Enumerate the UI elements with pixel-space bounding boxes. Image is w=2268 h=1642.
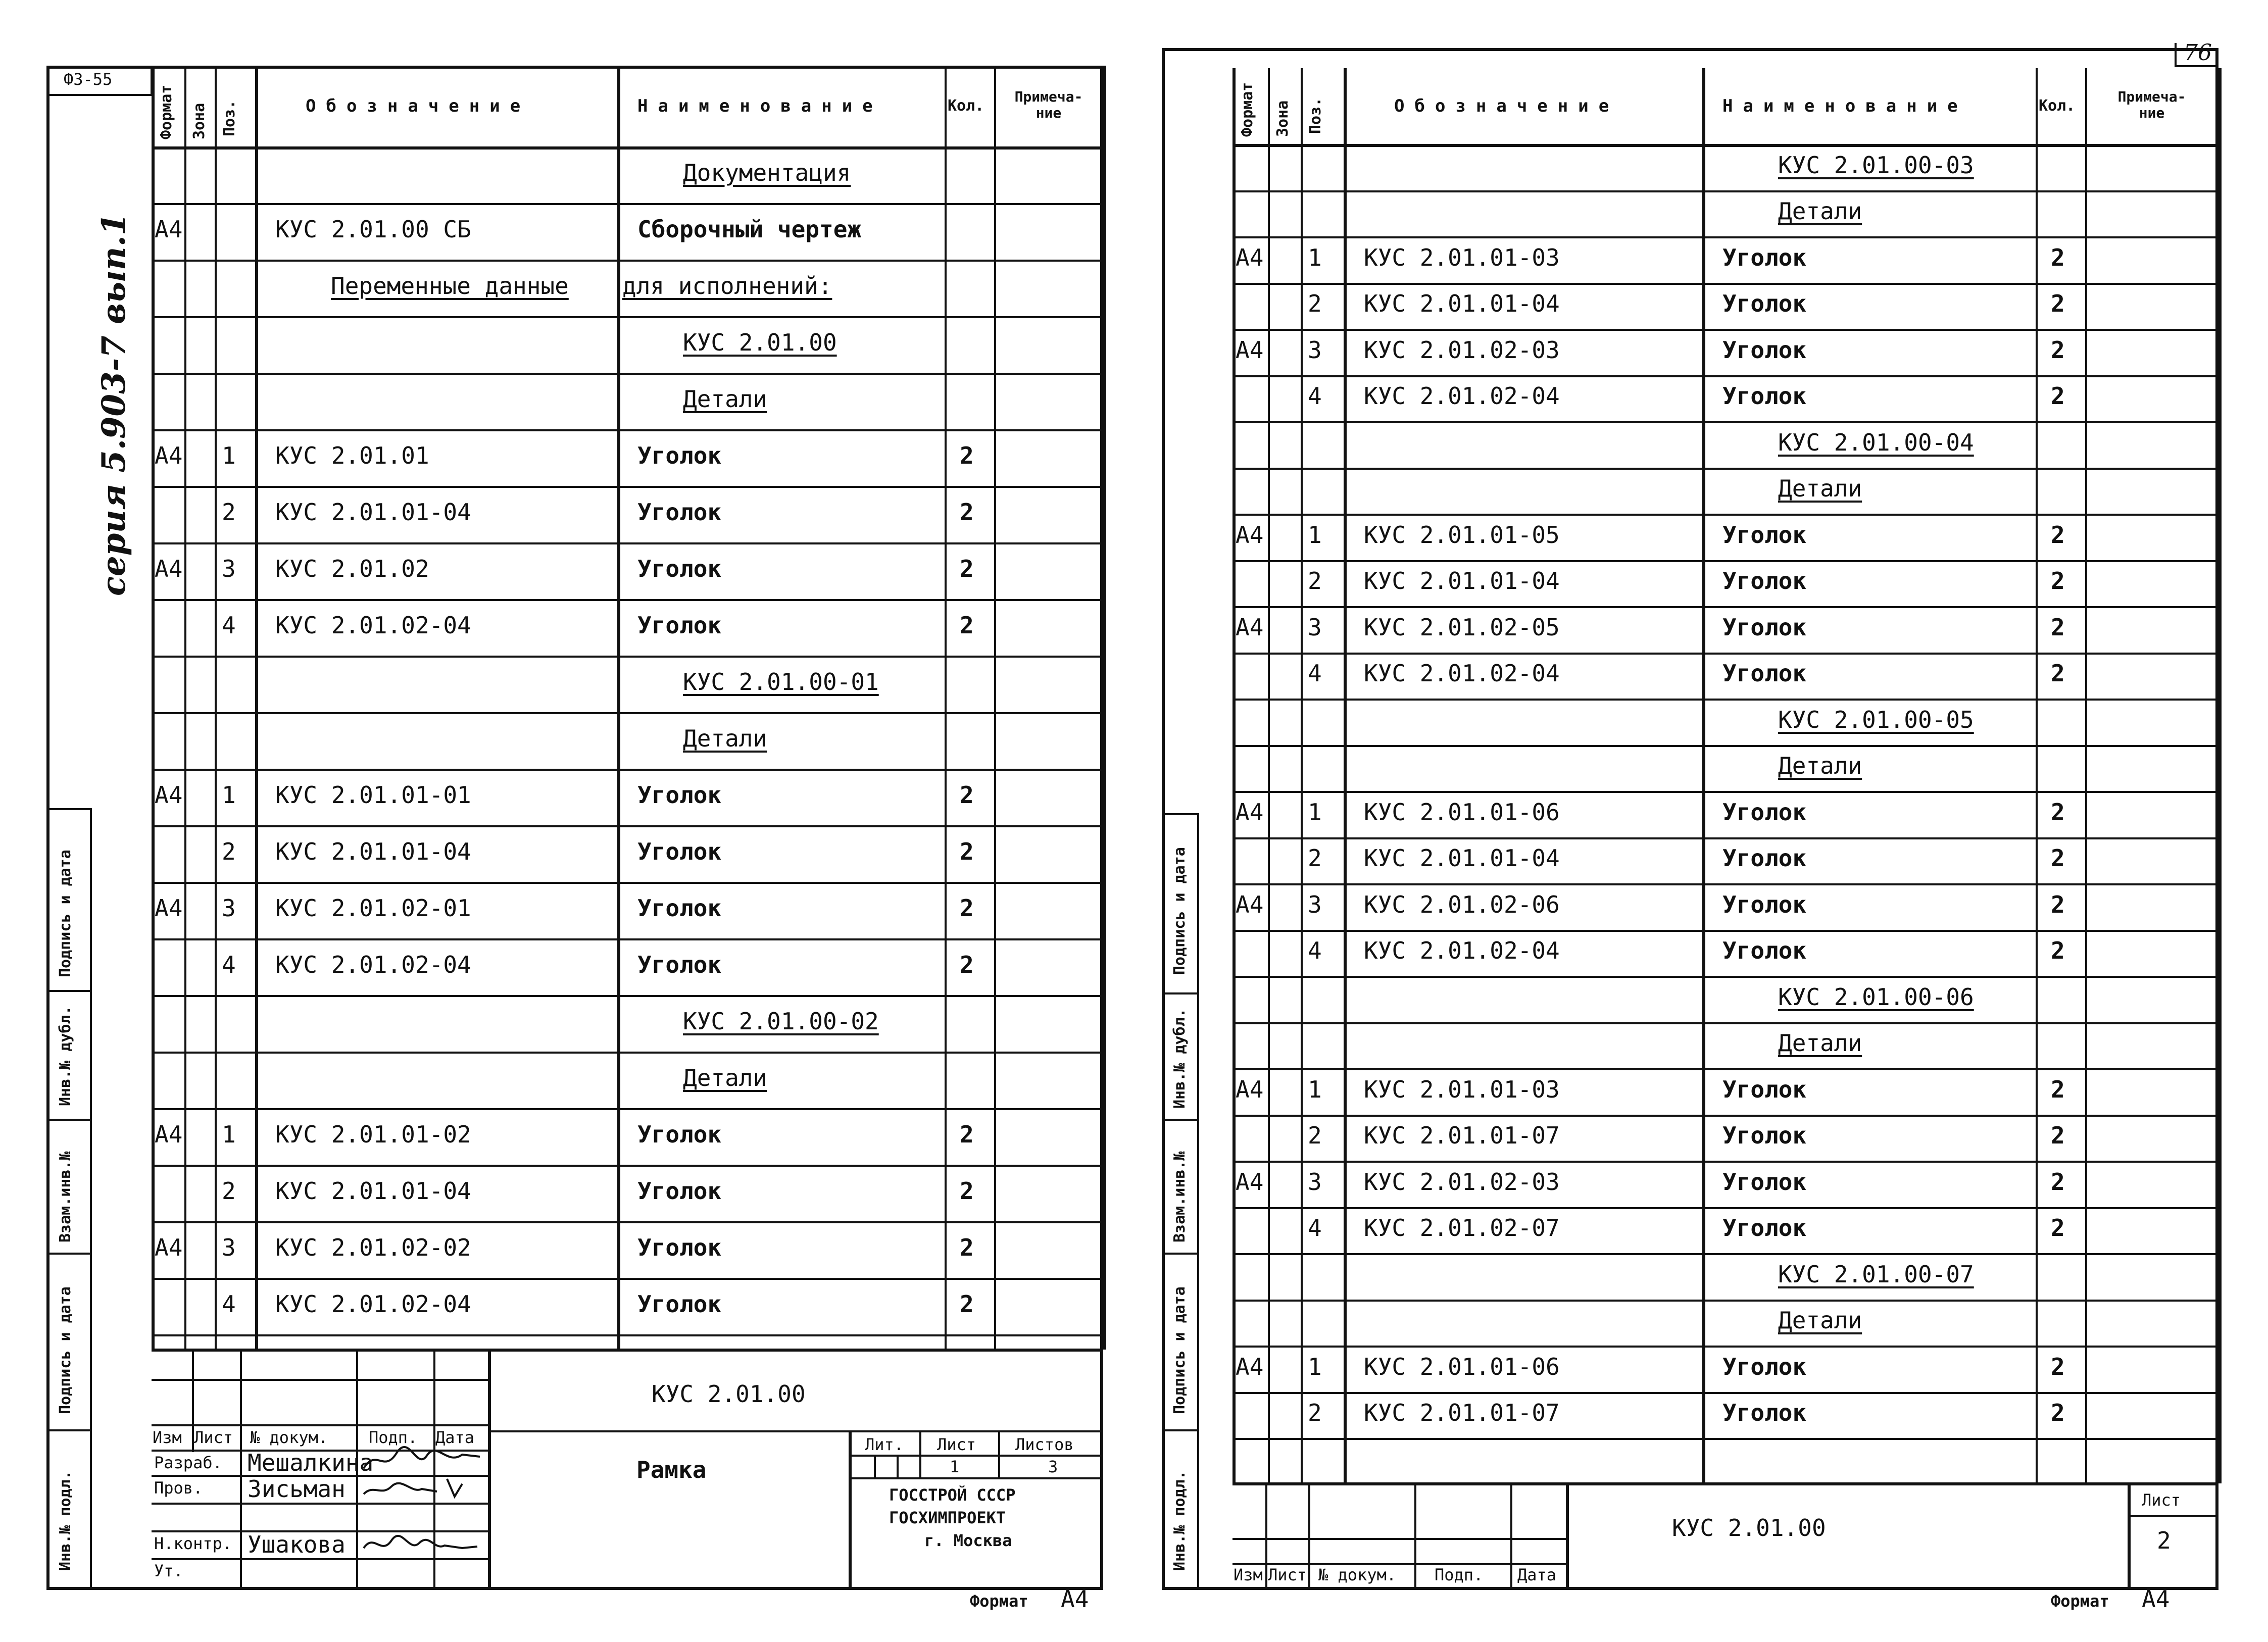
cell-pos: 2 (222, 1177, 236, 1205)
section-heading: Детали (1778, 197, 1862, 225)
page-number: 76 (2184, 40, 2212, 66)
cell-designation: КУС 2.01.02-04 (1364, 382, 1560, 410)
stamp-inv-dubl-r: Инв.№ дубл. (1171, 1008, 1189, 1109)
cell-name: Уголок (1722, 521, 1807, 549)
cell-name: Уголок (1722, 890, 1807, 918)
cell-name: Уголок (637, 555, 722, 582)
cell-name: Уголок (1722, 1168, 1807, 1196)
grid-line (2036, 68, 2038, 1483)
section-heading: КУС 2.01.00-05 (1778, 706, 1974, 733)
cell-name: Уголок (637, 894, 722, 922)
form-code: Ф3-55 (64, 70, 113, 89)
section-heading: КУС 2.01.00-07 (1778, 1260, 1974, 1288)
cell-qty: 2 (2051, 243, 2065, 271)
cell-format: А4 (1236, 1075, 1264, 1103)
doc-code: КУС 2.01.00 (652, 1380, 806, 1408)
grid-line (152, 146, 1103, 150)
cell-qty: 2 (960, 1290, 974, 1318)
grid-line (1232, 745, 2218, 747)
cell-qty: 2 (2051, 613, 2065, 641)
stamp-podpis-data: Подпись и дата (57, 850, 74, 977)
grid-line (152, 542, 1103, 544)
cell-name: Уголок (1722, 567, 1807, 595)
cell-format: А4 (155, 781, 183, 809)
r-hdr-note-line1: Примеча- (2117, 88, 2186, 105)
cell-designation: КУС 2.01.02-04 (275, 951, 471, 978)
cell-qty: 2 (960, 1234, 974, 1261)
cell-pos: 4 (222, 1290, 236, 1318)
cell-pos: 2 (1308, 290, 1322, 318)
section-heading: Детали (1778, 1029, 1862, 1057)
cell-pos: 2 (222, 838, 236, 865)
stamp-inv-podl-r: Инв.№ подл. (1171, 1470, 1189, 1571)
grid-line (1232, 1392, 2218, 1394)
grid-line (152, 1165, 1103, 1167)
grid-line (215, 66, 217, 1350)
r-hdr-note (2085, 89, 2218, 121)
cell-designation: КУС 2.01.01 (275, 442, 429, 469)
section-heading: Детали (683, 1064, 767, 1091)
grid-line (152, 825, 1103, 827)
cell-format: А4 (155, 1234, 183, 1261)
r-hdr-designation: Обозначение (1394, 96, 1619, 116)
grid-line (152, 1108, 1103, 1110)
hdr-format: Формат (158, 84, 175, 139)
org-line1: ГОССТРОЙ СССР (889, 1485, 1016, 1505)
hdr-qty: Кол. (948, 97, 984, 115)
cell-pos: 1 (1308, 243, 1322, 271)
cell-name: Уголок (1722, 243, 1807, 271)
cell-designation: КУС 2.01.02-04 (275, 1290, 471, 1318)
cell-qty: 2 (2051, 521, 2065, 549)
grid-line (1232, 976, 2218, 978)
ut-label: Ут. (154, 1561, 183, 1580)
cell-name: Уголок (1722, 937, 1807, 965)
grid-line (1232, 329, 2218, 331)
cell-format: А4 (155, 1121, 183, 1148)
hdr-note-line1: Примеча- (1014, 88, 1083, 105)
grid-line (2218, 68, 2222, 1483)
grid-line (1232, 1068, 2218, 1070)
cell-pos: 1 (1308, 521, 1322, 549)
cell-designation: КУС 2.01.00 СБ (275, 216, 471, 243)
grid-line (1232, 606, 2218, 608)
cell-designation: КУС 2.01.01-06 (1364, 1353, 1560, 1380)
razrab-label: Разраб. (154, 1453, 222, 1472)
r-hdr-note-line2: ние (2139, 105, 2165, 121)
cell-designation: КУС 2.01.02-04 (275, 612, 471, 639)
cell-pos: 1 (1308, 1075, 1322, 1103)
cell-designation: КУС 2.01.01-05 (1364, 521, 1560, 549)
cell-name: Уголок (1722, 844, 1807, 872)
page-number-box (2175, 40, 2218, 67)
grid-line (152, 203, 1103, 205)
grid-line (1232, 1022, 2218, 1024)
cell-designation: КУС 2.01.01-01 (275, 781, 471, 809)
cell-qty: 2 (960, 499, 974, 526)
cell-name: Уголок (1722, 1353, 1807, 1380)
cell-name: Уголок (637, 442, 722, 469)
nkontr-name: Ушакова (248, 1531, 346, 1558)
grid-line (152, 316, 1103, 318)
cell-pos: 4 (1308, 1214, 1322, 1242)
cell-pos: 3 (1308, 613, 1322, 641)
cell-pos: 2 (1308, 1122, 1322, 1150)
grid-line (617, 66, 620, 1350)
cell-name: Уголок (1722, 336, 1807, 364)
r-col-list: Лист (1268, 1565, 1307, 1584)
cell-designation: КУС 2.01.02-07 (1364, 1214, 1560, 1242)
form-code-box (46, 66, 153, 96)
cell-name: Уголок (637, 1177, 722, 1205)
cell-designation: КУС 2.01.01-04 (1364, 844, 1560, 872)
col-list: Лист (194, 1428, 233, 1447)
r-col-ndoc: № докум. (1318, 1565, 1397, 1584)
cell-name: Уголок (637, 499, 722, 526)
hdr-zone: Зона (190, 103, 208, 139)
cell-name: Уголок (1722, 613, 1807, 641)
cell-name: Уголок (1722, 1122, 1807, 1150)
hdr-designation: Обозначение (306, 96, 531, 116)
cell-pos: 1 (1308, 798, 1322, 826)
cell-qty: 2 (2051, 1075, 2065, 1103)
cell-format: А4 (155, 442, 183, 469)
listov-value: 3 (1048, 1457, 1058, 1476)
cell-qty: 2 (2051, 290, 2065, 318)
grid-line (152, 66, 155, 1350)
signature-razrab (361, 1446, 482, 1476)
hdr-note (994, 89, 1103, 121)
grid-line (152, 429, 1103, 431)
cell-name: Уголок (637, 1121, 722, 1148)
cell-designation: КУС 2.01.02 (275, 555, 429, 582)
r-hdr-pos: Поз. (1307, 97, 1324, 134)
col-ndoc: № докум. (250, 1428, 328, 1447)
grid-line (1232, 468, 2218, 470)
section-heading: Детали (1778, 475, 1862, 503)
cell-qty: 2 (2051, 937, 2065, 965)
cell-pos: 3 (1308, 890, 1322, 918)
razrab-name: Мешалкина (248, 1449, 374, 1476)
cell-designation: КУС 2.01.02-01 (275, 894, 471, 922)
grid-line (1301, 68, 1303, 1483)
cell-format: А4 (155, 555, 183, 582)
grid-line (1232, 837, 2218, 839)
hdr-note-line2: ние (1036, 105, 1062, 121)
section-heading: КУС 2.01.00-04 (1778, 428, 1974, 456)
list-label: Лист (937, 1435, 976, 1454)
cell-designation: КУС 2.01.01-04 (275, 838, 471, 865)
grid-line (152, 1278, 1103, 1280)
cell-pos: 2 (1308, 844, 1322, 872)
r-list-label: Лист (2142, 1490, 2181, 1510)
grid-line (152, 1334, 1103, 1336)
cell-qty: 2 (2051, 1122, 2065, 1150)
cell-name: Уголок (637, 951, 722, 978)
grid-line (152, 656, 1103, 658)
cell-designation: КУС 2.01.01-04 (275, 1177, 471, 1205)
cell-qty: 2 (2051, 1353, 2065, 1380)
cell-name: Уголок (1722, 798, 1807, 826)
stamp-vzam-inv: Взам.инв.№ (57, 1151, 74, 1242)
stamp-podpis-data-2: Подпись и дата (57, 1286, 74, 1414)
cell-designation: КУС 2.01.01-04 (275, 499, 471, 526)
grid-line (1232, 283, 2218, 285)
cell-format: А4 (1236, 336, 1264, 364)
cell-pos: 1 (222, 442, 236, 469)
cell-qty: 2 (2051, 1214, 2065, 1242)
section-heading: КУС 2.01.00 (683, 329, 837, 356)
grid-line (1232, 1161, 2218, 1163)
section-heading: Детали (1778, 1307, 1862, 1334)
cell-qty: 2 (960, 555, 974, 582)
cell-format: А4 (1236, 521, 1264, 549)
cell-designation: КУС 2.01.02-06 (1364, 890, 1560, 918)
grid-line (1232, 1300, 2218, 1302)
grid-line (1232, 144, 2218, 147)
cell-pos: 4 (1308, 382, 1322, 410)
grid-line (1232, 1253, 2218, 1255)
grid-line (994, 66, 996, 1350)
cell-designation: КУС 2.01.01-03 (1364, 243, 1560, 271)
cell-qty: 2 (960, 1121, 974, 1148)
r-col-data: Дата (1517, 1565, 1557, 1584)
cell-qty: 2 (2051, 798, 2065, 826)
cell-qty: 2 (2051, 382, 2065, 410)
grid-line (152, 712, 1103, 714)
cell-qty: 2 (960, 781, 974, 809)
series-label: серия 5.903-7 вып.1 (95, 213, 133, 596)
cell-format: А4 (155, 216, 183, 243)
left-format-value: А4 (1061, 1585, 1089, 1613)
section-heading: Детали (1778, 752, 1862, 780)
cell-name: Уголок (637, 838, 722, 865)
cell-qty: 2 (960, 838, 974, 865)
cell-qty: 2 (2051, 1168, 2065, 1196)
grid-line (945, 66, 947, 1350)
cell-name: Уголок (1722, 660, 1807, 687)
cell-pos: 1 (222, 781, 236, 809)
section-heading: Детали (683, 725, 767, 752)
cell-format: А4 (1236, 798, 1264, 826)
grid-line (1268, 68, 1270, 1483)
cell-name: Уголок (1722, 290, 1807, 318)
stamp-podpis-data-r: Подпись и дата (1171, 847, 1189, 975)
grid-line (1103, 66, 1106, 1350)
grid-line (1344, 68, 1347, 1483)
grid-line (1232, 375, 2218, 377)
cell-pos: 2 (222, 499, 236, 526)
stamp-vzam-inv-r: Взам.инв.№ (1171, 1151, 1189, 1242)
cell-format: А4 (1236, 1353, 1264, 1380)
grid-line (152, 599, 1103, 601)
cell-qty: 2 (960, 894, 974, 922)
grid-line (152, 882, 1103, 884)
section-heading: Документация (683, 159, 851, 186)
listov-label: Листов (1015, 1435, 1074, 1454)
cell-name: Уголок (637, 781, 722, 809)
grid-line (1232, 1346, 2218, 1348)
cell-qty: 2 (2051, 890, 2065, 918)
cell-designation: КУС 2.01.02-04 (1364, 660, 1560, 687)
cell-name: Уголок (1722, 1075, 1807, 1103)
cell-name: Уголок (1722, 382, 1807, 410)
lit-label: Лит. (865, 1435, 904, 1454)
cell-pos: 2 (1308, 1399, 1322, 1427)
grid-line (152, 486, 1103, 488)
section-heading: КУС 2.01.00-02 (683, 1008, 879, 1035)
cell-designation: КУС 2.01.01-03 (1364, 1075, 1560, 1103)
grid-line (152, 260, 1103, 262)
grid-line (152, 995, 1103, 997)
stamp-inv-dubl: Инв.№ дубл. (57, 1006, 74, 1106)
cell-pos: 2 (1308, 567, 1322, 595)
grid-line (1232, 190, 2218, 192)
grid-line (1232, 1115, 2218, 1117)
grid-line (1232, 791, 2218, 793)
cell-designation: КУС 2.01.01-04 (1364, 567, 1560, 595)
grid-line (1232, 421, 2218, 423)
cell-format: А4 (1236, 613, 1264, 641)
section-heading: КУС 2.01.00-03 (1778, 151, 1974, 179)
prov-label: Пров. (154, 1478, 203, 1498)
grid-line (1232, 930, 2218, 932)
cell-name: Сборочный чертеж (637, 216, 862, 243)
cell-format: А4 (155, 894, 183, 922)
cell-qty: 2 (2051, 567, 2065, 595)
cell-qty: 2 (960, 951, 974, 978)
section-heading: Детали (683, 385, 767, 413)
grid-line (1232, 68, 1236, 1483)
grid-line (152, 1052, 1103, 1054)
grid-line (1232, 653, 2218, 655)
cell-qty: 2 (2051, 844, 2065, 872)
org-line3: г. Москва (924, 1531, 1012, 1550)
grid-line (2085, 68, 2087, 1483)
r-list-value: 2 (2157, 1527, 2171, 1554)
doc-name: Рамка (636, 1456, 707, 1483)
cell-name: Уголок (637, 612, 722, 639)
col-izm: Изм (153, 1428, 182, 1447)
cell-designation: КУС 2.01.02-03 (1364, 336, 1560, 364)
cell-pos: 3 (1308, 1168, 1322, 1196)
cell-designation: КУС 2.01.01-07 (1364, 1399, 1560, 1427)
prov-name: Зисьман (248, 1475, 346, 1503)
grid-line (152, 769, 1103, 771)
grid-line (152, 1221, 1103, 1223)
cell-format: А4 (1236, 1168, 1264, 1196)
grid-line (255, 66, 258, 1350)
cell-qty: 2 (960, 442, 974, 469)
cell-designation: КУС 2.01.02-03 (1364, 1168, 1560, 1196)
grid-line (1232, 236, 2218, 238)
r-doc-code: КУС 2.01.00 (1672, 1514, 1826, 1541)
grid-line (152, 938, 1103, 940)
cell-designation: КУС 2.01.02-05 (1364, 613, 1560, 641)
right-format-label: Формат (2051, 1591, 2109, 1611)
cell-name: Уголок (637, 1234, 722, 1261)
variable-data-label: Переменные данные (331, 272, 569, 300)
variable-data-label-2: для исполнений: (622, 272, 832, 300)
cell-designation: КУС 2.01.02-02 (275, 1234, 471, 1261)
r-hdr-qty: Кол. (2039, 97, 2076, 115)
cell-qty: 2 (2051, 660, 2065, 687)
cell-qty: 2 (2051, 1399, 2065, 1427)
col-data: Дата (435, 1428, 475, 1447)
r-hdr-zone: Зона (1274, 100, 1292, 137)
cell-pos: 3 (1308, 336, 1322, 364)
cell-designation: КУС 2.01.01-07 (1364, 1122, 1560, 1150)
cell-name: Уголок (1722, 1399, 1807, 1427)
col-podp: Подп. (369, 1428, 418, 1447)
cell-designation: КУС 2.01.01-02 (275, 1121, 471, 1148)
cell-designation: КУС 2.01.01-06 (1364, 798, 1560, 826)
grid-line (1232, 560, 2218, 562)
cell-format: А4 (1236, 890, 1264, 918)
grid-line (184, 66, 186, 1350)
r-hdr-name: Наименование (1722, 96, 1968, 116)
cell-qty: 2 (960, 1177, 974, 1205)
cell-designation: КУС 2.01.02-04 (1364, 937, 1560, 965)
cell-name: Уголок (637, 1290, 722, 1318)
r-hdr-format: Формат (1239, 82, 1256, 137)
cell-qty: 2 (2051, 336, 2065, 364)
cell-pos: 3 (222, 894, 236, 922)
cell-format: А4 (1236, 243, 1264, 271)
cell-designation: КУС 2.01.01-04 (1364, 290, 1560, 318)
cell-pos: 1 (1308, 1353, 1322, 1380)
grid-line (152, 373, 1103, 375)
signature-nkontr (361, 1530, 482, 1558)
cell-pos: 4 (222, 951, 236, 978)
grid-line (1232, 699, 2218, 701)
list-value: 1 (950, 1457, 960, 1476)
grid-line (1232, 1207, 2218, 1209)
grid-line (1232, 1438, 2218, 1440)
grid-line (1232, 883, 2218, 885)
right-format-value: А4 (2142, 1585, 2170, 1613)
cell-name: Уголок (1722, 1214, 1807, 1242)
cell-pos: 4 (222, 612, 236, 639)
cell-pos: 4 (1308, 660, 1322, 687)
r-col-izm: Изм (1234, 1565, 1263, 1584)
cell-pos: 3 (222, 1234, 236, 1261)
section-heading: КУС 2.01.00-01 (683, 668, 879, 695)
cell-pos: 1 (222, 1121, 236, 1148)
org-line2: ГОСХИМПРОЕКТ (889, 1508, 1006, 1527)
stamp-podpis-data-2-r: Подпись и дата (1171, 1286, 1189, 1414)
left-format-label: Формат (970, 1591, 1028, 1611)
hdr-name: Наименование (637, 96, 883, 116)
grid-line (1232, 514, 2218, 516)
hdr-pos: Поз. (221, 99, 238, 136)
nkontr-label: Н.контр. (154, 1534, 232, 1553)
section-heading: КУС 2.01.00-06 (1778, 983, 1974, 1011)
stamp-inv-podl: Инв.№ подл. (57, 1470, 74, 1571)
grid-line (1702, 68, 1705, 1483)
signature-prov (361, 1474, 482, 1502)
cell-pos: 4 (1308, 937, 1322, 965)
r-col-podp: Подп. (1435, 1565, 1484, 1584)
cell-qty: 2 (960, 612, 974, 639)
cell-pos: 3 (222, 555, 236, 582)
